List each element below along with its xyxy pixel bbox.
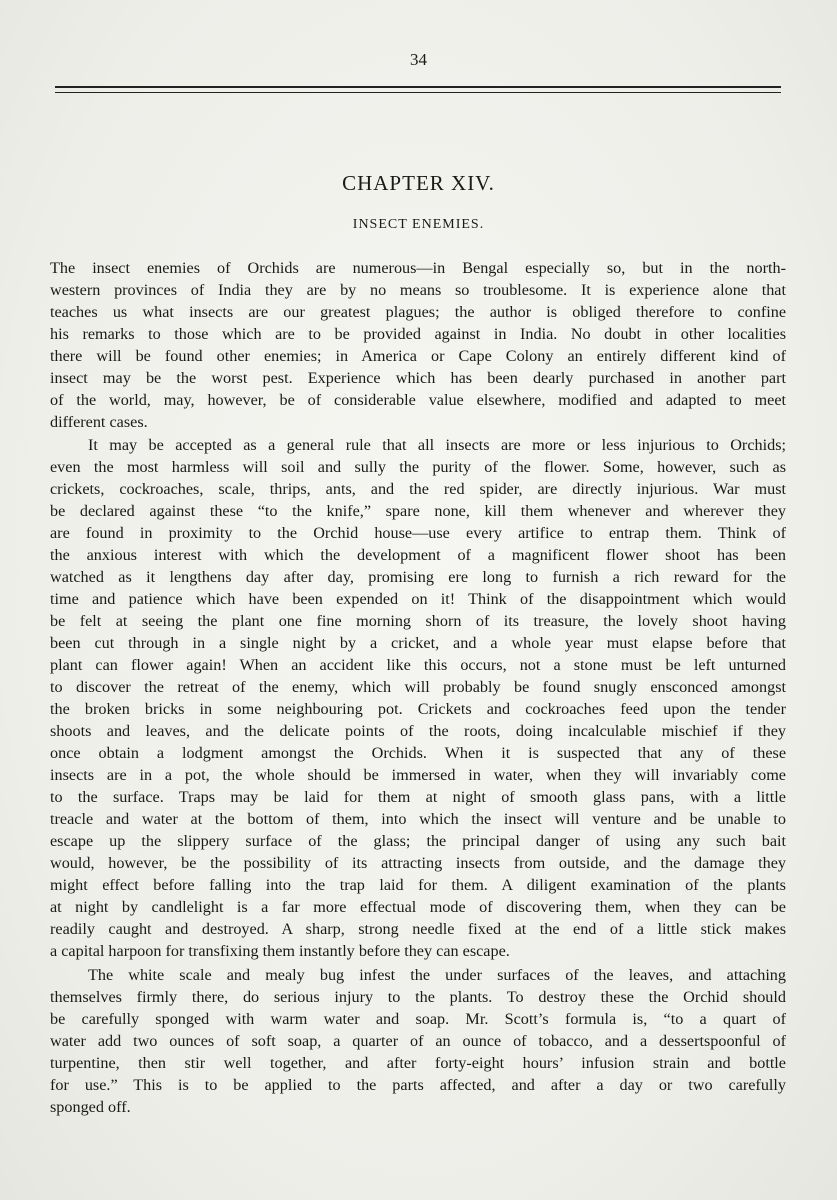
section-title: INSECT ENEMIES. (352, 217, 485, 232)
text-line: crickets, cockroaches, scale, thrips, ants, and the red spider, are directly injurious. War must (50, 480, 786, 498)
text-line: a capital harpoon for transfixing them instantly before they can escape. (50, 942, 510, 960)
text-line: be declared against these “to the knife,” spare none, kill them whenever and wherever they (50, 502, 786, 520)
text-line: plant can flower again! When an accident like this occurs, not a stone must be left unturned (50, 656, 786, 674)
text-line: would, however, be the possibility of its attracting insects from outside, and the damage they (50, 854, 786, 872)
text-line: the broken bricks in some neighbouring pot. Crickets and cockroaches feed upon the tender (50, 700, 786, 718)
text-line: to the surface. Traps may be laid for them at night of smooth glass pans, with a little (50, 788, 786, 806)
chapter-title: CHAPTER XIV. (342, 171, 495, 195)
text-line: treacle and water at the bottom of them, into which the insect will venture and be unable to (50, 810, 786, 828)
text-line: escape up the slippery surface of the glass; the principal danger of using any such bait (50, 832, 786, 850)
text-line: The insect enemies of Orchids are numerous—in Bengal especially so, but in the north- (50, 259, 786, 277)
text-line: been cut through in a single night by a cricket, and a whole year must elapse before that (50, 634, 786, 652)
text-line: turpentine, then stir well together, and after forty-eight hours’ infusion strain and bottle (50, 1054, 786, 1072)
text-line: of the world, may, however, be of considerable value elsewhere, modified and adapted to meet (50, 391, 786, 409)
text-line: be carefully sponged with warm water and soap. Mr. Scott’s formula is, “to a quart of (50, 1010, 786, 1028)
text-line: be felt at seeing the plant one fine morning shorn of its treasure, the lovely shoot having (50, 612, 786, 630)
text-line: the anxious interest with which the development of a magnificent flower shoot has been (50, 546, 786, 564)
text-line: to discover the retreat of the enemy, which will probably be found snugly ensconced amongst (50, 678, 786, 696)
text-line: insect may be the worst pest. Experience which has been dearly purchased in another part (50, 369, 786, 387)
text-line: his remarks to those which are to be provided against in India. No doubt in other localities (50, 325, 786, 343)
text-line: readily caught and destroyed. A sharp, strong needle fixed at the end of a little stick makes (50, 920, 786, 938)
text-line: water add two ounces of soft soap, a quarter of an ounce of tobacco, and a dessertspoonful of (50, 1032, 786, 1050)
text-line: shoots and leaves, and the delicate points of the roots, doing incalculable mischief if they (50, 722, 786, 740)
text-line: themselves firmly there, do serious injury to the plants. To destroy these the Orchid should (50, 988, 786, 1006)
text-line: even the most harmless will soil and sully the purity of the flower. Some, however, such as (50, 458, 786, 476)
text-line: there will be found other enemies; in America or Cape Colony an entirely different kind of (50, 347, 786, 365)
text-line: watched as it lengthens day after day, promising ere long to furnish a rich reward for the (50, 568, 786, 586)
page-number: 34 (410, 50, 427, 69)
text-line: at night by candlelight is a far more effectual mode of discovering them, when they can be (50, 898, 786, 916)
text-line: sponged off. (50, 1098, 131, 1116)
text-line: once obtain a lodgment amongst the Orchids. When it is suspected that any of these (50, 744, 786, 762)
text-line: The white scale and mealy bug infest the under surfaces of the leaves, and attaching (88, 966, 786, 984)
text-line: different cases. (50, 413, 148, 431)
text-line: for use.” This is to be applied to the parts affected, and after a day or two carefully (50, 1076, 786, 1094)
text-line: It may be accepted as a general rule that all insects are more or less injurious to Orchids; (88, 436, 786, 454)
text-line: are found in proximity to the Orchid house—use every artifice to entrap them. Think of (50, 524, 786, 542)
text-line: might effect before falling into the trap laid for them. A diligent examination of the plants (50, 876, 786, 894)
text-line: teaches us what insects are our greatest plagues; the author is obliged therefore to confine (50, 303, 786, 321)
text-line: western provinces of India they are by no means so troublesome. It is experience alone that (50, 281, 786, 299)
text-line: time and patience which have been expended on it! Think of the disappointment which would (50, 590, 786, 608)
text-line: insects are in a pot, the whole should be immersed in water, when they will invariably come (50, 766, 786, 784)
